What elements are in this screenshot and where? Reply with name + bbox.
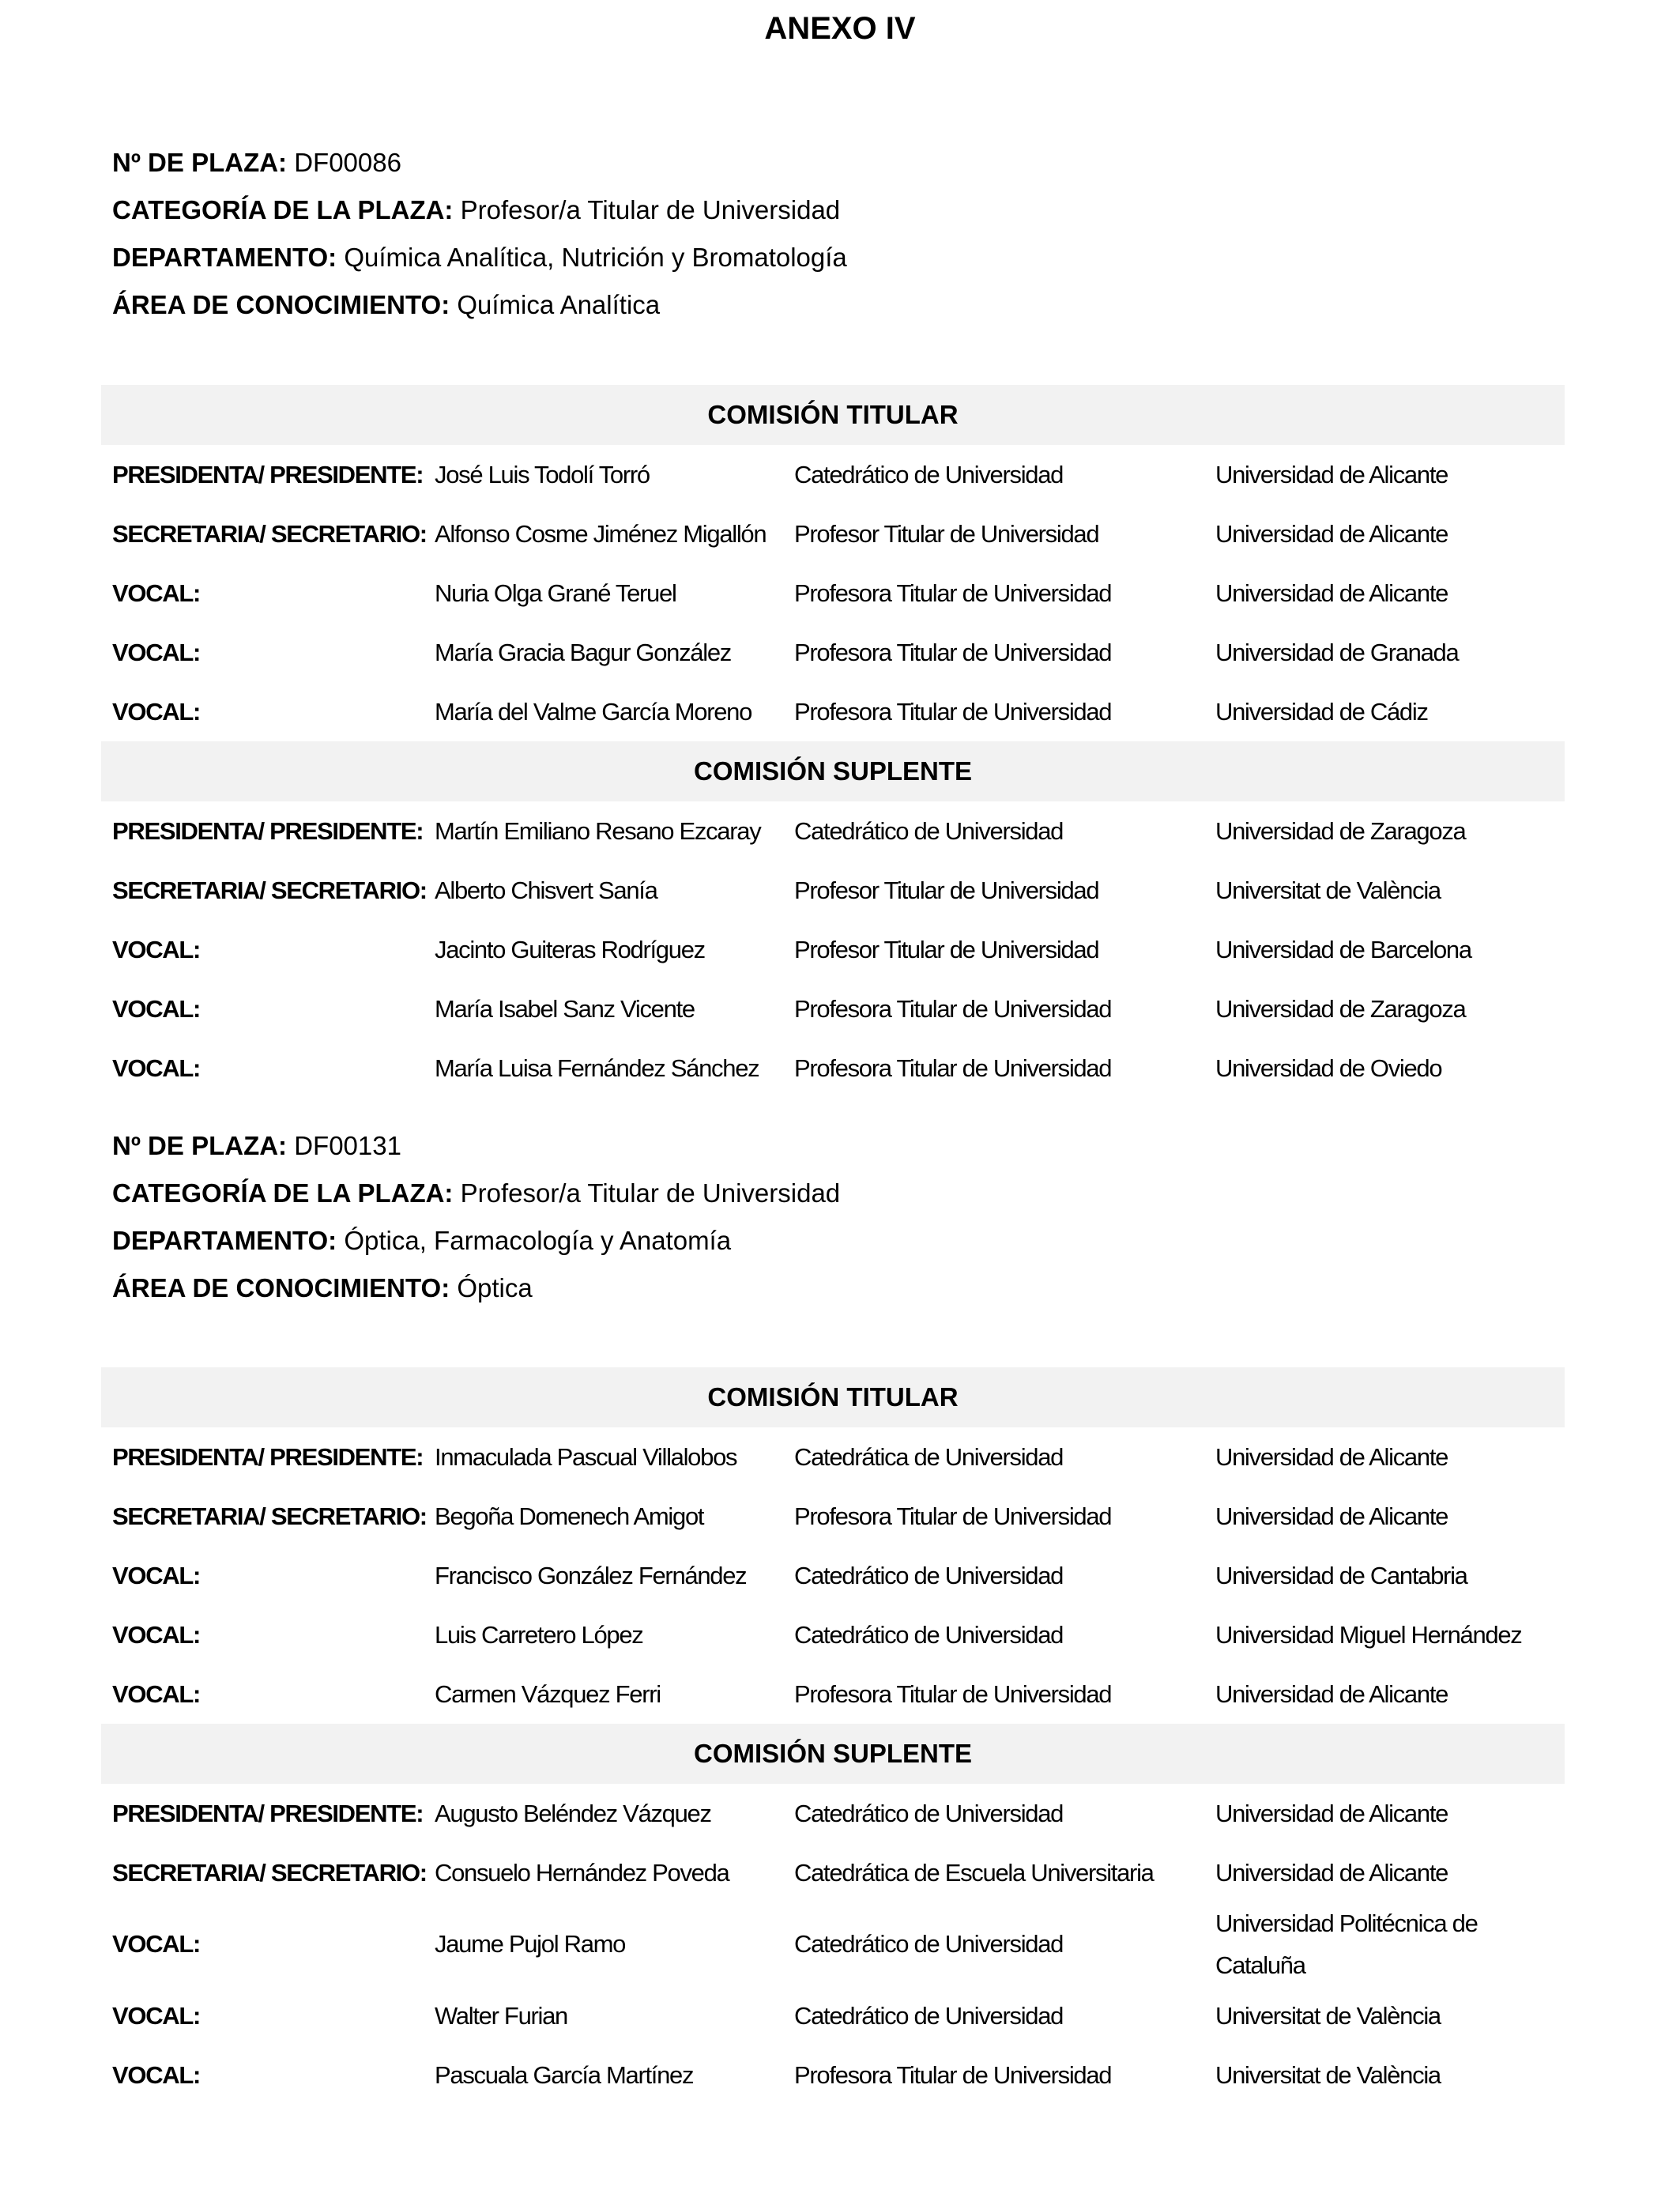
member-role: VOCAL: xyxy=(112,579,201,607)
member-category: Profesora Titular de Universidad xyxy=(794,1679,1112,1708)
plaza-info xyxy=(112,139,847,329)
member-row xyxy=(101,801,1565,861)
member-role: VOCAL: xyxy=(112,1054,201,1082)
member-category: Profesora Titular de Universidad xyxy=(794,638,1112,666)
member-name: Martín Emiliano Resano Ezcaray xyxy=(435,816,761,845)
member-university: Universitat de València xyxy=(1215,2002,1441,2030)
plaza-area-value: Óptica xyxy=(457,1273,533,1302)
member-university: Universidad de Zaragoza xyxy=(1215,995,1466,1023)
plaza-number-value: DF00131 xyxy=(294,1131,401,1160)
plaza-info xyxy=(112,1122,840,1312)
member-category: Catedrático de Universidad xyxy=(794,1930,1064,1958)
member-university: Universidad de Barcelona xyxy=(1215,936,1471,963)
member-row xyxy=(101,504,1565,564)
commission-header: COMISIÓN SUPLENTE xyxy=(101,741,1565,801)
member-row xyxy=(101,861,1565,920)
member-row xyxy=(101,1605,1565,1664)
member-role: PRESIDENTA/ PRESIDENTE: xyxy=(112,1799,424,1827)
member-category: Profesora Titular de Universidad xyxy=(794,1054,1112,1082)
member-university: Universidad Miguel Hernández xyxy=(1215,1621,1522,1649)
member-role: PRESIDENTA/ PRESIDENTE: xyxy=(112,460,424,488)
commission-header: COMISIÓN TITULAR xyxy=(101,385,1565,445)
member-row xyxy=(101,1664,1565,1724)
member-row xyxy=(101,979,1565,1039)
commission-header: COMISIÓN TITULAR xyxy=(101,1367,1565,1427)
member-name: Nuria Olga Grané Teruel xyxy=(435,579,676,607)
plaza-area-label: ÁREA DE CONOCIMIENTO: xyxy=(112,1273,450,1302)
member-name: Jacinto Guiteras Rodríguez xyxy=(435,935,705,963)
member-university: Universidad de Zaragoza xyxy=(1215,817,1466,845)
member-university: Universidad de Cantabria xyxy=(1215,1562,1467,1589)
member-row xyxy=(101,1784,1565,1843)
member-row xyxy=(101,1039,1565,1098)
plaza-area-line xyxy=(112,1265,840,1312)
member-university: Universidad de Alicante xyxy=(1215,1859,1448,1887)
member-category: Catedrático de Universidad xyxy=(794,1620,1064,1649)
member-role: VOCAL: xyxy=(112,697,201,726)
member-university: Universidad de Alicante xyxy=(1215,461,1448,488)
member-category: Profesor Titular de Universidad xyxy=(794,876,1099,904)
plaza-category-line xyxy=(112,187,847,234)
member-university: Universidad de Cádiz xyxy=(1215,698,1428,726)
member-row xyxy=(101,1427,1565,1487)
member-name: Walter Furian xyxy=(435,2001,567,2030)
member-category: Profesora Titular de Universidad xyxy=(794,994,1112,1023)
member-name: María del Valme García Moreno xyxy=(435,697,752,726)
commission-header: COMISIÓN SUPLENTE xyxy=(101,1724,1565,1784)
member-name: Alberto Chisvert Sanía xyxy=(435,876,657,904)
member-row xyxy=(101,623,1565,682)
member-name: Francisco González Fernández xyxy=(435,1561,747,1589)
member-name: Carmen Vázquez Ferri xyxy=(435,1679,661,1708)
member-university: Universidad de Alicante xyxy=(1215,1443,1448,1471)
member-name: María Luisa Fernández Sánchez xyxy=(435,1054,759,1082)
member-role: SECRETARIA/ SECRETARIO: xyxy=(112,876,427,904)
plaza-category-value: Profesor/a Titular de Universidad xyxy=(460,195,841,224)
member-role: VOCAL: xyxy=(112,935,201,963)
member-name: Pascuala García Martínez xyxy=(435,2060,694,2089)
commission-titular xyxy=(101,1367,1565,1724)
member-university: Universidad de Oviedo xyxy=(1215,1054,1442,1082)
member-row xyxy=(101,1843,1565,1902)
member-role: SECRETARIA/ SECRETARIO: xyxy=(112,1502,427,1530)
member-category: Catedrático de Universidad xyxy=(794,1561,1064,1589)
member-role: VOCAL: xyxy=(112,1679,201,1708)
member-name: José Luis Todolí Torró xyxy=(435,460,650,488)
member-university: Universidad de Alicante xyxy=(1215,579,1448,607)
member-category: Profesor Titular de Universidad xyxy=(794,519,1099,548)
member-category: Catedrático de Universidad xyxy=(794,816,1064,845)
member-row xyxy=(101,1487,1565,1546)
member-name: Inmaculada Pascual Villalobos xyxy=(435,1442,737,1471)
member-row xyxy=(101,1986,1565,2045)
member-role: VOCAL: xyxy=(112,1561,201,1589)
member-role: VOCAL: xyxy=(112,1620,201,1649)
commission-titular xyxy=(101,385,1565,741)
member-row xyxy=(101,920,1565,979)
member-category: Profesora Titular de Universidad xyxy=(794,579,1112,607)
plaza-area-value: Química Analítica xyxy=(457,290,661,319)
member-role: PRESIDENTA/ PRESIDENTE: xyxy=(112,816,424,845)
member-role: SECRETARIA/ SECRETARIO: xyxy=(112,1858,427,1887)
plaza-category-label: CATEGORÍA DE LA PLAZA: xyxy=(112,195,454,224)
plaza-area-label: ÁREA DE CONOCIMIENTO: xyxy=(112,290,450,319)
member-role: VOCAL: xyxy=(112,1930,201,1958)
member-role: VOCAL: xyxy=(112,2060,201,2089)
member-row xyxy=(101,1902,1565,1986)
plaza-number-value: DF00086 xyxy=(294,148,401,177)
member-row xyxy=(101,445,1565,504)
plaza-department-line xyxy=(112,1217,840,1265)
member-category: Catedrático de Universidad xyxy=(794,460,1064,488)
member-university: Universitat de València xyxy=(1215,2061,1441,2089)
plaza-number-label: Nº DE PLAZA: xyxy=(112,1131,288,1160)
member-university: Universitat de València xyxy=(1215,876,1441,904)
member-category: Profesora Titular de Universidad xyxy=(794,2060,1112,2089)
member-role: VOCAL: xyxy=(112,994,201,1023)
member-university: Universidad de Alicante xyxy=(1215,520,1448,548)
member-university: Universidad de Alicante xyxy=(1215,1800,1448,1827)
member-row xyxy=(101,2045,1565,2105)
member-name: Begoña Domenech Amigot xyxy=(435,1502,704,1530)
member-university: Universidad de Granada xyxy=(1215,639,1459,666)
plaza-department-label: DEPARTAMENTO: xyxy=(112,1226,337,1255)
member-name: Jaume Pujol Ramo xyxy=(435,1930,626,1958)
member-role: VOCAL: xyxy=(112,2001,201,2030)
member-name: Luis Carretero López xyxy=(435,1620,643,1649)
member-name: María Gracia Bagur González xyxy=(435,638,731,666)
member-name: Consuelo Hernández Poveda xyxy=(435,1858,729,1887)
member-row xyxy=(101,682,1565,741)
plaza-number-line xyxy=(112,139,847,187)
plaza-department-value: Óptica, Farmacología y Anatomía xyxy=(344,1226,732,1255)
commission-suplente xyxy=(101,741,1565,1098)
member-name: Augusto Beléndez Vázquez xyxy=(435,1799,711,1827)
member-row xyxy=(101,1546,1565,1605)
plaza-department-line xyxy=(112,234,847,281)
member-category: Catedrática de Universidad xyxy=(794,1442,1064,1471)
member-university: Universidad de Alicante xyxy=(1215,1502,1448,1530)
member-name: María Isabel Sanz Vicente xyxy=(435,994,695,1023)
member-category: Profesora Titular de Universidad xyxy=(794,1502,1112,1530)
member-category: Profesora Titular de Universidad xyxy=(794,697,1112,726)
member-role: VOCAL: xyxy=(112,638,201,666)
plaza-department-label: DEPARTAMENTO: xyxy=(112,243,337,272)
member-role: SECRETARIA/ SECRETARIO: xyxy=(112,519,427,548)
plaza-department-value: Química Analítica, Nutrición y Bromatología xyxy=(344,243,847,272)
member-category: Catedrática de Escuela Universitaria xyxy=(794,1858,1154,1887)
member-university: Universidad de Alicante xyxy=(1215,1680,1448,1708)
member-category: Catedrático de Universidad xyxy=(794,1799,1064,1827)
plaza-category-label: CATEGORÍA DE LA PLAZA: xyxy=(112,1178,454,1208)
plaza-category-value: Profesor/a Titular de Universidad xyxy=(460,1178,841,1208)
page-title: ANEXO IV xyxy=(764,11,916,46)
commission-suplente xyxy=(101,1724,1565,2105)
member-category: Profesor Titular de Universidad xyxy=(794,935,1099,963)
member-category: Catedrático de Universidad xyxy=(794,2001,1064,2030)
member-row xyxy=(101,564,1565,623)
plaza-number-label: Nº DE PLAZA: xyxy=(112,148,288,177)
member-name: Alfonso Cosme Jiménez Migallón xyxy=(435,519,767,548)
plaza-category-line xyxy=(112,1170,840,1217)
member-role: PRESIDENTA/ PRESIDENTE: xyxy=(112,1442,424,1471)
member-university: Universidad Politécnica de Cataluña xyxy=(1215,1909,1478,1979)
plaza-area-line xyxy=(112,281,847,329)
plaza-number-line xyxy=(112,1122,840,1170)
